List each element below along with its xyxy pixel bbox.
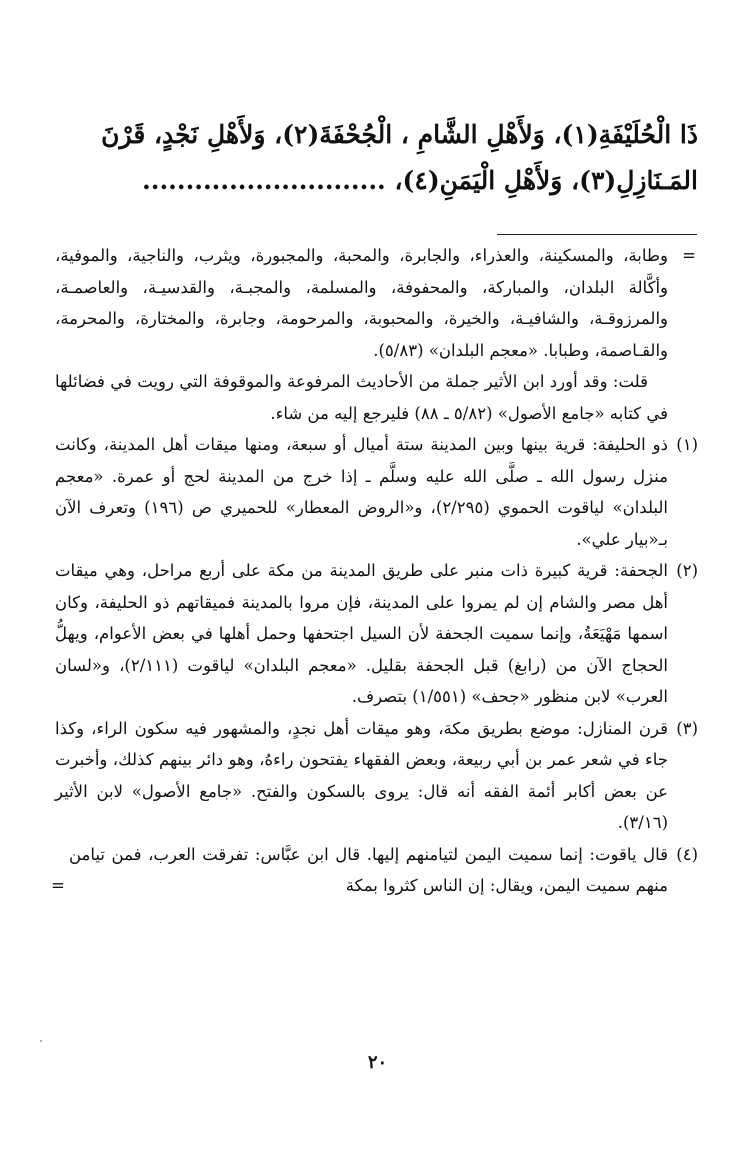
footnote-3: [55, 713, 698, 839]
page-number: ٢٠: [367, 1052, 388, 1073]
hadith-line-2-text: المَـنَازِلِ(٣)، وَلأَهْلِ الْيَمَنِ(٤)،: [394, 166, 698, 195]
scan-speck: [40, 1040, 42, 1042]
dotted-leader: ............................: [142, 166, 386, 195]
hadith-line-2: [55, 158, 698, 204]
continues-next-page-marker: =: [51, 876, 65, 895]
footnote-number: (٤): [676, 844, 698, 864]
footnote-text: ذو الحليفة: قرية بينها وبين المدينة ستة أميال أو سبعة، ومنها ميقات أهل المدينة، وكانت منزل رسول الله ـ صلَّى الله عليه وسلَّم ـ إذا خرج من المدينة لحج أو عمرة. «معجم البلدان» لياقوت الحموي (٢/٢٩٥)، و«الروض المعطار» للحميري ص (١٩٦) وتعرف الآن بـ«بيار علي».: [55, 435, 668, 549]
footnote-separator: [497, 234, 697, 235]
footnote-2: [55, 555, 698, 713]
footnote-number: (٢): [676, 561, 698, 580]
footnote-continued: [55, 240, 698, 366]
footnote-text: وطابة، والمسكينة، والعذراء، والجابرة، والمحبة، والمجبورة، ويثرب، والناجية، والموفية، وأكَّالة البلدان، والمباركة، والمحفوفة، والمسلمة، والمجبـة، والقدسيـة، والعاصمـة، والمرزوقـة، والشافيـة، والخيرة، والمحبوبة، والمرحومة، وجابرة، والمختارة، والمحرمة، والقـاصمة، وطبابا. «معجم البلدان» (٥/٨٣).: [55, 246, 668, 360]
footnote-text: قلت: وقد أورد ابن الأثير جملة من الأحاديث المرفوعة والموقوفة التي رويت في فضائلها في كتابه «جامع الأصول» (٥/٨٢ ـ ٨٨) فليرجع إليه من شاء.: [55, 372, 668, 423]
hadith-line-1: ذَا الْحُلَيْفَةِ(١)، وَلأَهْلِ الشَّامِ ، الْجُحْفَةَ(٢)، وَلأَهْلِ نَجْدٍ، قَرْنَ: [101, 120, 698, 149]
footnote-number: (١): [676, 435, 698, 454]
footnote-1: [55, 429, 698, 555]
continuation-marker: =: [682, 246, 696, 265]
footnotes: [51, 240, 698, 902]
footnote-text: قرن المنازل: موضع بطريق مكة، وهو ميقات أهل نجدٍ، والمشهور فيه سكون الراء، وكذا جاء في شعر عمر بن أبي ربيعة، وبعض الفقهاء يفتحون راءهُ، وهو دائر بينهم كذلك، وأخبرت عن بعض أكابر أئمة الفقه أنه قال: يروى بالسكون والفتح. «جامع الأصول» لابن الأثير (٣/١٦).: [55, 718, 668, 832]
footnote-4: [51, 839, 698, 902]
footnote-text: قال ياقوت: إنما سميت اليمن لتيامنهم إليها. قال ابن عبَّاس: تفرقت العرب، فمن تيامن منهم سميت اليمن، ويقال: إن الناس كثروا بمكة: [69, 844, 668, 895]
footnote-number: (٣): [676, 718, 698, 738]
footnote-comment: [55, 366, 698, 429]
hadith-text: [55, 112, 698, 204]
footnote-text: الجحفة: قرية كبيرة ذات منبر على طريق المدينة من مكة على أربع مراحل، وهي ميقات أهل مصر والشام إن لم يمروا على المدينة، فإن مروا بالمدينة فميقاتهم ذو الحليفة، وكان اسمها مَهْيَعَةُ، وإنما سميت الجحفة لأن السيل اجتحفها وحمل أهلها في بعض الأعوام، ويهلُّ الحجاج الآن من (رابغ) قبل الجحفة بقليل. «معجم البلدان» لياقوت (٢/١١١)، و«لسان العرب» لابن منظور «جحف» (١/٥٥١) بتصرف.: [55, 561, 668, 706]
